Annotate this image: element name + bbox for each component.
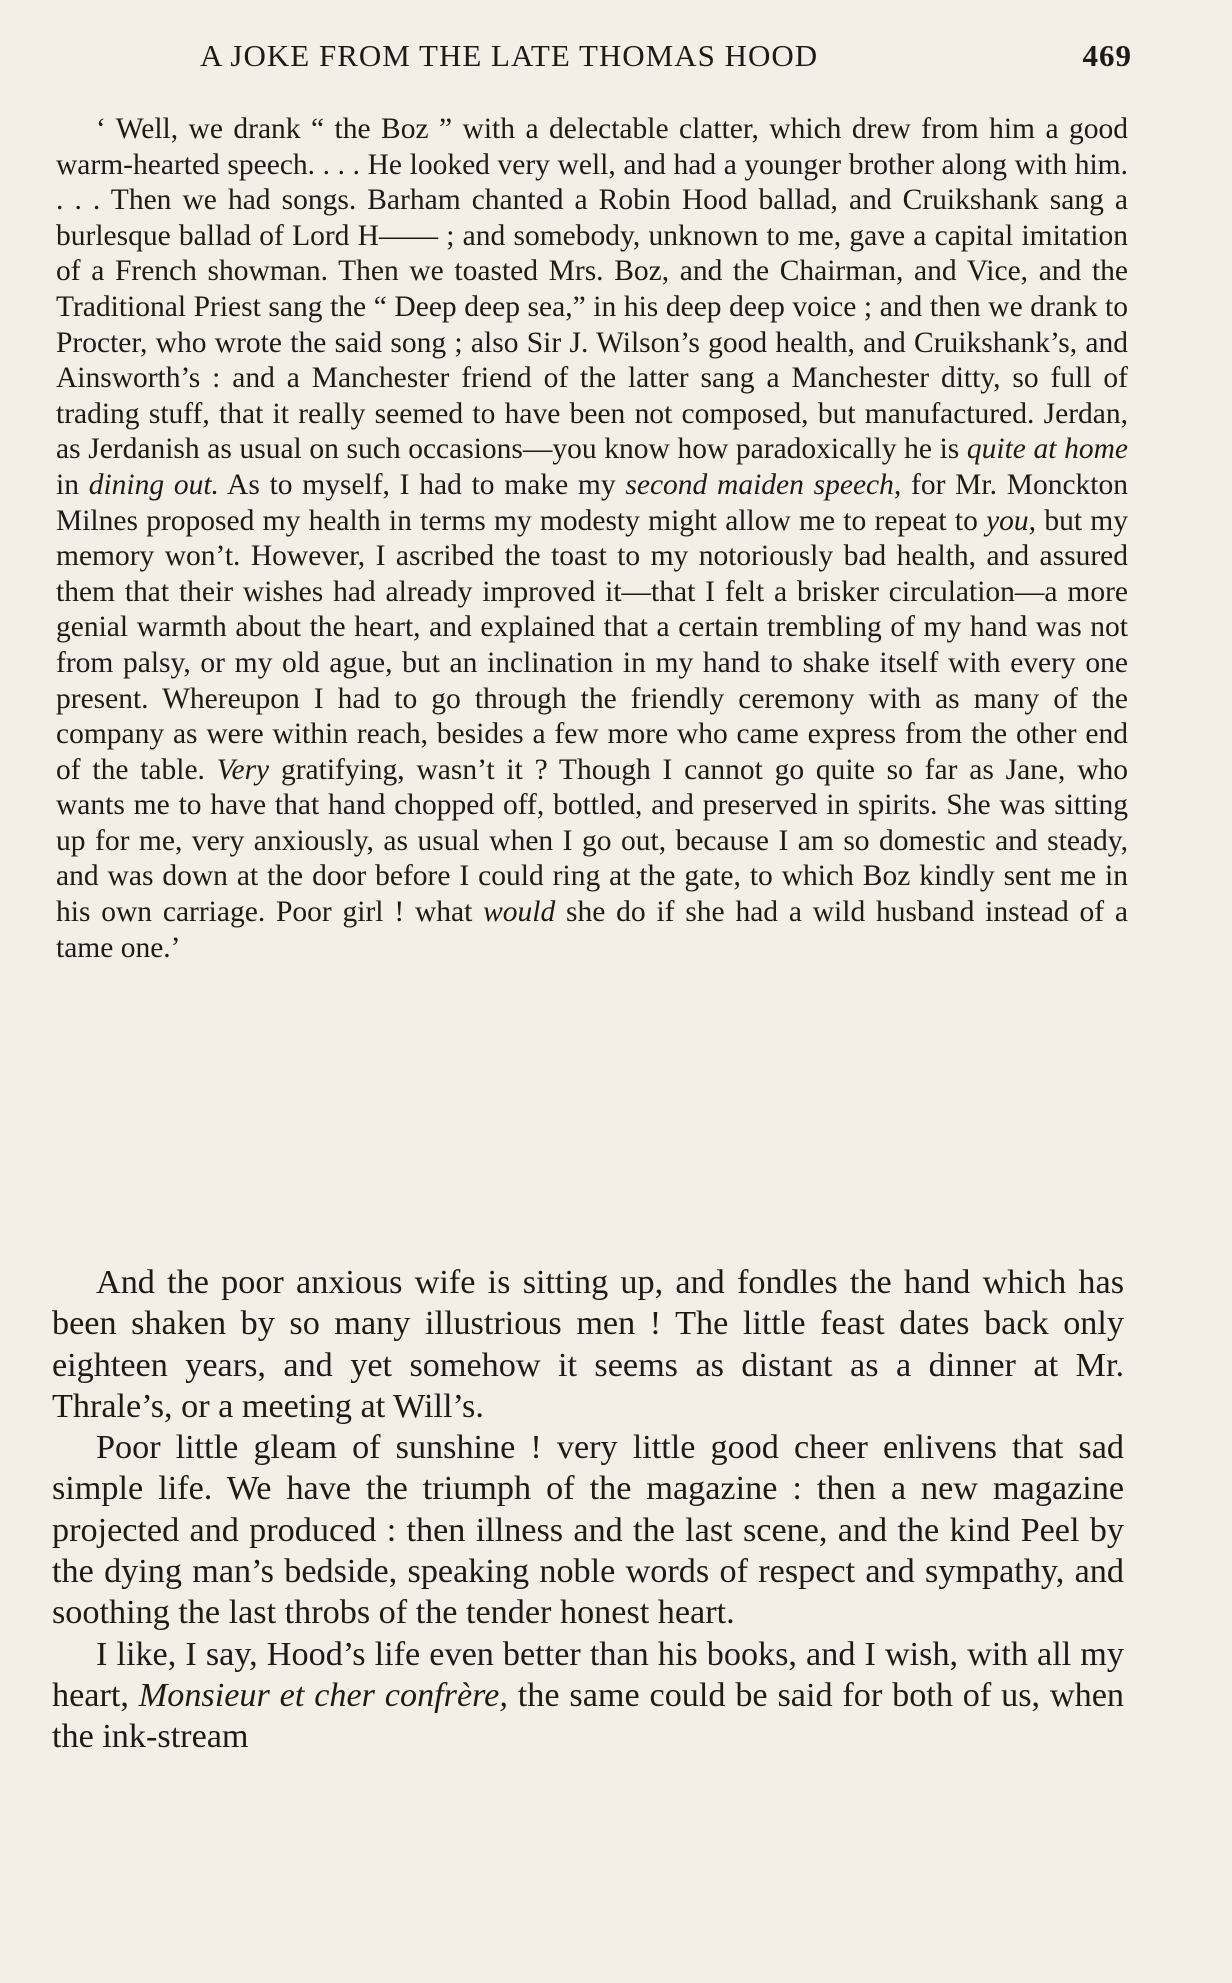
body-text-run: the same could be said for both of us, when the ink-stream — [52, 1676, 1124, 1756]
quote-italic: you, — [986, 504, 1037, 537]
page-number: 469 — [1082, 38, 1132, 73]
quoted-letter — [56, 112, 1128, 966]
body-text-run: I like, I say, Hood’s life even better than his books, and I wish, with all my heart, — [52, 1635, 1124, 1714]
quote-text: gratifying, wasn’t it ? Though I cannot go quite so far as Jane, who wants me to have that hand chopped off, bottled, and preserved in spirits. She was sitting up for me, very anxiously, as usual when I go out, because I am so domestic and steady, and was down at the door before I could ring at the gate, to which Boz kindly sent me in his own carriage. Poor girl ! what — [56, 753, 1129, 929]
quote-text: but my memory won’t. However, I ascribed the toast to my notoriously bad health, and assured them that their wishes had already improved it—that I felt a brisker circulation—a more genial warmth about the heart, and explained that a certain trembling of my hand was not from palsy, or my old ague, but an inclination in my hand to shake itself with every one present. Whereupon I had to go through the friendly ceremony with as many of the company as were within reach, besides a few more who came express from the other end of the table. — [56, 504, 1128, 786]
body-paragraph-2: Poor little gleam of sunshine ! very little good cheer enlivens that sad simple life. We have the triumph of the magazine : then a new magazine projected and produced : then illness and the last scene, and the kind Peel by the dying man’s bedside, speaking noble words of respect and sympathy, and soothing the last throbs of the tender honest heart. — [52, 1429, 1124, 1632]
quote-text: in — [56, 468, 89, 501]
quote-text: for Mr. Monckton Milnes proposed my health in terms my modesty might allow me to repeat to — [56, 468, 1128, 537]
quote-text: ‘ Well, we drank “ the Boz ” with a delectable clatter, which drew from him a good warm-hearted speech. . . . He looked very well, and had a younger brother along with him. . . . Then we had songs. Barham chanted a Robin Hood ballad, and Cruikshank sang a burlesque ballad of Lord H—— ; and somebody, unknown to me, gave a capital imitation of a French showman. Then we toasted Mrs. Boz, and the Chairman, and Vice, and the Traditional Priest sang the “ Deep deep sea,” in his deep deep voice ; and then we drank to Procter, who wrote the said song ; also Sir J. Wilson’s good health, and Cruikshank’s, and Ainsworth’s : and a Manchester friend of the latter sang a Manchester ditty, so full of trading stuff, that it really seemed to have been not composed, but manufactured. Jerdan, as Jerdanish as usual on such occasions—you know how paradoxically he is — [56, 113, 1128, 466]
quote-text: As to myself, I had to make my — [218, 468, 626, 501]
body-paragraph-1: And the poor anxious wife is sitting up, and fondles the hand which has been shaken by so many illustrious men ! The little feast dates back only eighteen years, and yet somehow it seems as distant as a dinner at Mr. Thrale’s, or a meeting at Will’s. — [52, 1264, 1124, 1425]
quote-italic: Very — [216, 753, 270, 786]
quoted-letter-paragraph — [56, 112, 1128, 966]
quote-italic: quite at home — [966, 433, 1128, 466]
quote-italic: would — [483, 896, 556, 929]
running-head — [200, 38, 1132, 82]
quote-text: she do if she had a wild husband instead of a tame one.’ — [56, 896, 1128, 964]
quote-italic: dining out. — [88, 468, 219, 501]
body-text — [52, 1262, 1124, 1758]
quote-italic: second maiden speech, — [625, 468, 902, 501]
body-paragraph-3 — [52, 1634, 1124, 1758]
body-italic: Monsieur et cher confrère, — [138, 1676, 508, 1714]
running-head-title: A JOKE FROM THE LATE THOMAS HOOD — [200, 38, 819, 73]
